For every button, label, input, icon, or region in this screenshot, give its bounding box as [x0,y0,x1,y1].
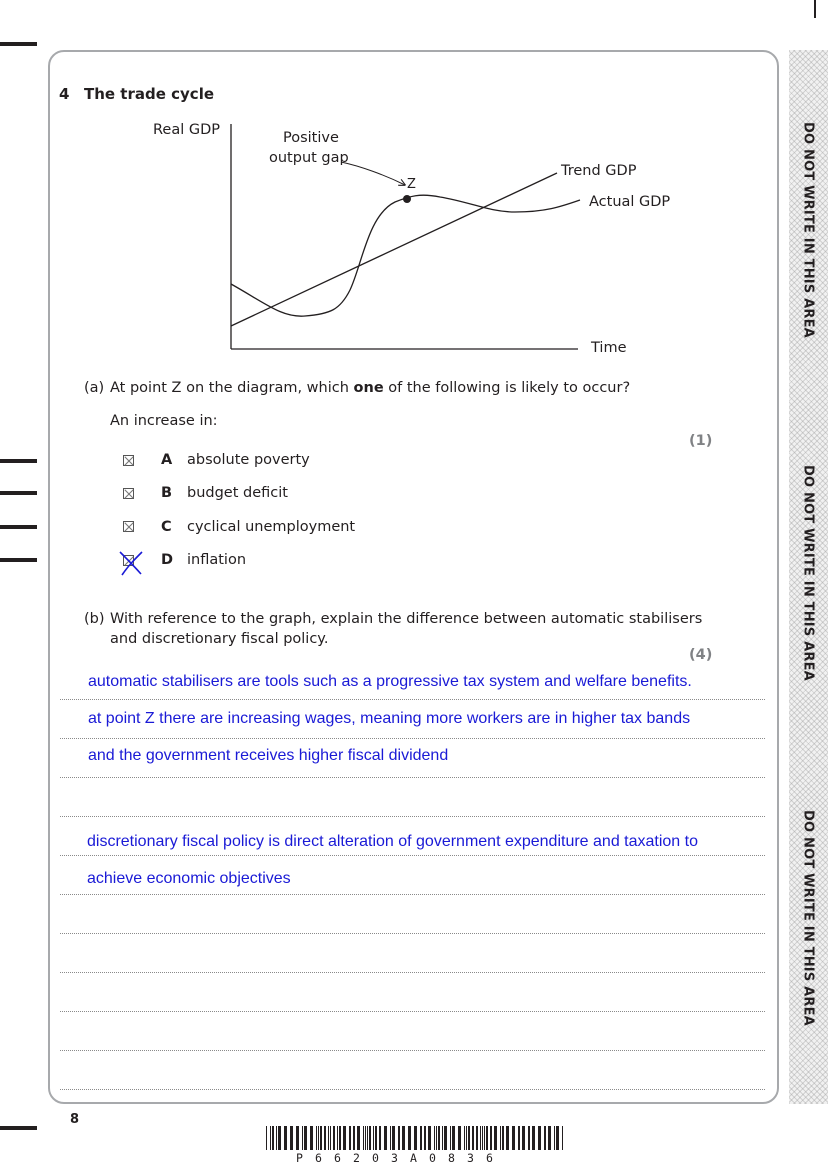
annotation-label: output gap [269,150,349,166]
registration-mark [814,0,816,18]
barcode-char: 6 [315,1151,322,1165]
barcode-char: 3 [467,1151,474,1165]
part-b-label: (b) [84,611,105,627]
option-d-letter: D [161,552,174,568]
part-b-prompt-line-2: and discretionary fiscal policy. [110,631,329,647]
part-a-label: (a) [84,380,105,396]
option-c-text: cyclical unemployment [187,519,356,535]
actual-gdp-curve [231,195,580,316]
answer-line [60,894,765,895]
registration-mark [0,42,37,46]
part-a-marks: (1) [689,433,713,449]
barcode-text [266,1151,566,1165]
barcode-char: A [410,1151,417,1165]
option-c-checkbox[interactable] [123,521,134,532]
answer-line [60,738,765,739]
part-b-prompt-line-1: With reference to the graph, explain the difference between automatic stabilisers [110,611,703,627]
page-number: 8 [70,1112,80,1127]
barcode-char: 2 [353,1151,360,1165]
registration-mark [0,1126,37,1130]
y-axis-label: Real GDP [153,122,221,138]
actual-gdp-label: Actual GDP [589,194,671,210]
option-a-checkbox[interactable] [123,455,134,466]
trade-cycle-diagram [130,115,690,375]
part-b-marks: (4) [689,647,713,663]
barcode-char: 0 [429,1151,436,1165]
answer-line [60,699,765,700]
option-d-text: inflation [187,552,247,568]
answer-line [60,972,765,973]
answer-line [60,1050,765,1051]
part-a-prompt: At point Z on the diagram, which one of the following is likely to occur? [110,380,631,396]
barcode-char: 0 [372,1151,379,1165]
barcode-char: P [296,1151,303,1165]
question-number: 4 [59,85,70,103]
answer-line [60,1011,765,1012]
option-d-cross-mark [116,549,146,577]
registration-mark [0,459,37,463]
answer-line [60,1089,765,1090]
answer-line [60,777,765,778]
answer-text: and the government receives higher fiscal dividend [88,747,449,764]
point-z-label: Z [407,177,416,192]
trend-gdp-label: Trend GDP [561,163,637,179]
annotation-arrow [341,162,405,185]
answer-text: discretionary fiscal policy is direct alteration of government expenditure and taxation to [87,833,698,850]
answer-text: achieve economic objectives [87,870,291,887]
answer-text: at point Z there are increasing wages, meaning more workers are in higher tax bands [88,710,691,727]
barcode-char: 6 [334,1151,341,1165]
answer-line [60,816,765,817]
answer-text: automatic stabilisers are tools such as a progressive tax system and welfare benefits. [88,673,692,690]
x-axis-label: Time [591,340,627,356]
option-b-text: budget deficit [187,485,288,501]
question-title: The trade cycle [84,85,215,103]
barcode-char: 3 [391,1151,398,1165]
part-a-lead: An increase in: [110,413,218,429]
barcode-char: 8 [448,1151,455,1165]
barcode [266,1126,566,1150]
registration-mark [0,558,37,562]
option-b-checkbox[interactable] [123,488,134,499]
answer-line [60,855,765,856]
option-a-text: absolute poverty [187,452,310,468]
point-z-marker [403,195,411,203]
option-b-letter: B [161,485,173,501]
trend-gdp-line [231,173,557,326]
annotation-label: Positive [283,130,339,146]
option-c-letter: C [161,519,172,535]
answer-line [60,933,765,934]
registration-mark [0,525,37,529]
barcode-char: 6 [486,1151,493,1165]
option-a-letter: A [161,452,173,468]
registration-mark [0,491,37,495]
